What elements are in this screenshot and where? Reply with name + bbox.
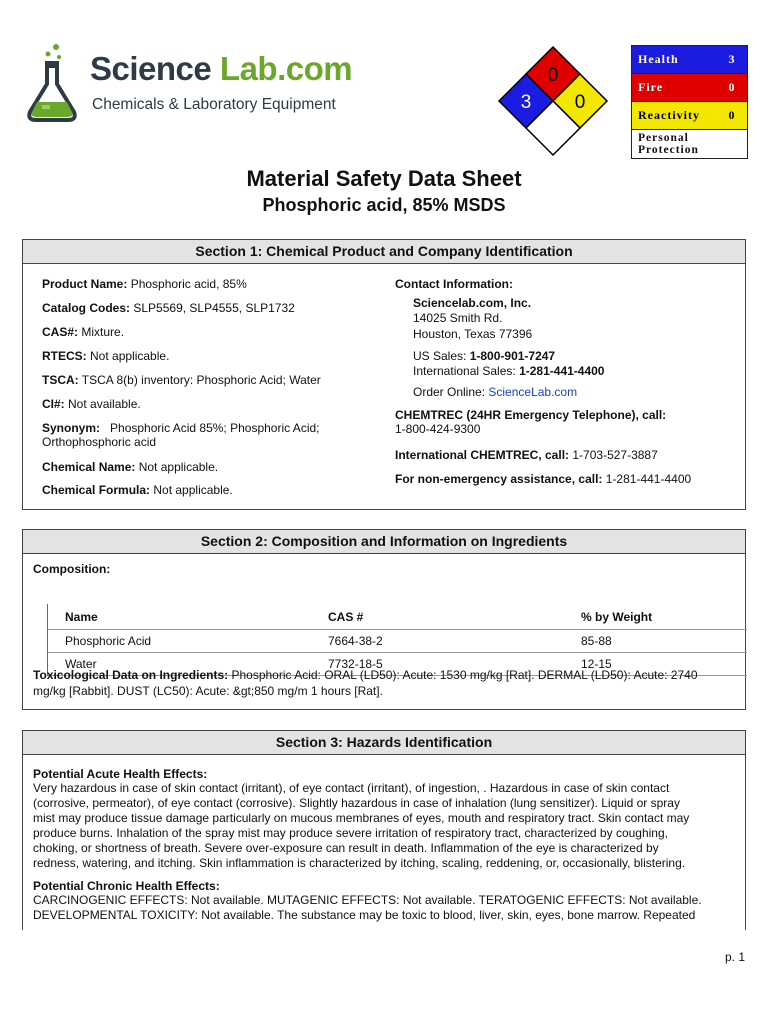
chemical-formula-field: [42, 483, 233, 497]
ingredient-name: Water: [65, 657, 97, 671]
us-sales-label: US Sales:: [413, 349, 467, 363]
non-emergency-label: For non-emergency assistance, call:: [395, 472, 603, 486]
intl-sales-phone: 1-281-441-4400: [519, 364, 605, 378]
field-value: Phosphoric Acid 85%; Phosphoric Acid;: [110, 421, 320, 435]
acute-line: produce burns. Inhalation of the spray mist may produce severe irritation of respiratory tract, characterized by coughing,: [33, 826, 668, 840]
company-name: Sciencelab.com, Inc.: [413, 296, 532, 310]
field-value: Phosphoric acid, 85%: [130, 277, 247, 291]
us-sales-phone: 1-800-901-7247: [469, 349, 556, 363]
document-title: Material Safety Data Sheet: [246, 166, 522, 191]
field-value: Not available.: [68, 397, 141, 411]
intl-chemtrec-phone: 1-703-527-3887: [572, 448, 658, 462]
us-sales: [413, 349, 555, 363]
order-online: [413, 385, 577, 399]
section-2: [22, 529, 746, 710]
logo-tagline: Chemicals & Laboratory Equipment: [92, 96, 336, 113]
nfpa-reactivity-value: 0: [574, 92, 586, 113]
document-subtitle: Phosphoric acid, 85% MSDS: [262, 195, 506, 215]
hmis-reactivity-value: 0: [728, 108, 736, 122]
chemtrec: [395, 408, 666, 436]
hmis-fire-value: 0: [728, 80, 736, 94]
hmis-ppe-line2: Protection: [638, 144, 699, 156]
field-label: CI#:: [42, 397, 65, 411]
section-1: [22, 239, 746, 510]
tox-label: Toxicological Data on Ingredients:: [33, 668, 229, 682]
section-3-heading: Section 3: Hazards Identification: [23, 731, 745, 755]
nfpa-diamond: [497, 45, 609, 157]
chemtrec-label: CHEMTREC (24HR Emergency Telephone), call:: [395, 408, 667, 422]
table-header-row: [47, 604, 747, 629]
hmis-fire-row: [632, 74, 747, 102]
hazard-rating-table: [631, 45, 748, 159]
logo-word-com: .com: [277, 50, 353, 87]
cas-field: [42, 325, 124, 339]
field-label: Product Name:: [42, 277, 128, 291]
acute-line: redness, watering, and itching. Skin inflammation is characterized by itching, scaling, reddening, or, occasionally, blistering.: [33, 856, 686, 870]
ci-field: [42, 397, 141, 411]
section-2-heading: Section 2: Composition and Information on Ingredients: [23, 530, 745, 554]
rtecs-field: [42, 349, 169, 363]
field-label: Chemical Formula:: [42, 483, 151, 497]
composition-label: Composition:: [33, 562, 111, 576]
acute-line: choking, or shortness of breath. Severe over-exposure can result in death. Inflammation of the eye is characterized by: [33, 841, 659, 855]
field-value-cont: Orthophosphoric acid: [42, 435, 157, 449]
hmis-reactivity-row: [632, 102, 747, 130]
column-header-weight: % by Weight: [581, 609, 653, 624]
acute-line: (corrosive, permeator), of eye contact (corrosive). Slightly hazardous in case of inhalation (lung sensitizer). Liquid or spray: [33, 796, 680, 810]
hmis-health-label: Health: [638, 52, 679, 66]
field-value: TSCA 8(b) inventory: Phosphoric Acid; Water: [81, 373, 321, 387]
composition-table: [47, 604, 747, 676]
hmis-ppe-line1: Personal: [638, 132, 689, 144]
ingredient-weight: 12-15: [581, 657, 612, 671]
intl-chemtrec-label: International CHEMTREC, call:: [395, 448, 570, 462]
logo-wordmark: [90, 50, 352, 88]
field-value: Not applicable.: [153, 483, 233, 497]
ingredient-cas: 7664-38-2: [328, 634, 383, 648]
non-emergency-phone: 1-281-441-4400: [605, 472, 692, 486]
field-label: Synonym:: [42, 421, 101, 435]
product-name-field: [42, 277, 247, 291]
field-label: Chemical Name:: [42, 460, 136, 474]
intl-sales: [413, 364, 604, 378]
nfpa-fire-value: 0: [547, 65, 559, 86]
chronic-line: DEVELOPMENTAL TOXICITY: Not available. The substance may be toxic to blood, liver, skin, eyes, bone marrow. Repeated: [33, 908, 696, 922]
field-value: Mixture.: [81, 325, 125, 339]
tsca-field: [42, 373, 321, 387]
nfpa-health-value: 3: [520, 92, 532, 113]
intl-sales-label: International Sales:: [413, 364, 516, 378]
field-label: TSCA:: [42, 373, 79, 387]
order-online-label: Order Online:: [413, 385, 486, 399]
column-header-cas: CAS #: [328, 609, 364, 624]
hmis-reactivity-label: Reactivity: [638, 108, 700, 122]
non-emergency: [395, 472, 691, 486]
field-value: SLP5569, SLP4555, SLP1732: [133, 301, 295, 315]
catalog-codes-field: [42, 301, 295, 315]
address-line-1: 14025 Smith Rd.: [413, 311, 503, 325]
toxicological-data: [33, 668, 745, 698]
flask-icon: [18, 40, 88, 130]
contact-label: Contact Information:: [395, 277, 513, 291]
field-label: CAS#:: [42, 325, 79, 339]
hmis-ppe-cell: [632, 130, 747, 158]
field-label: RTECS:: [42, 349, 87, 363]
tox-line-2: mg/kg [Rabbit]. DUST (LC50): Acute: &gt;850 mg/m 1 hours [Rat].: [33, 684, 383, 698]
chemtrec-phone: 1-800-424-9300: [395, 422, 481, 436]
sciencelab-logo: [18, 40, 353, 130]
chronic-line: CARCINOGENIC EFFECTS: Not available. MUTAGENIC EFFECTS: Not available. TERATOGENIC EFFECTS: Not available.: [33, 893, 702, 907]
hmis-fire-label: Fire: [638, 80, 664, 94]
hmis-health-row: [632, 46, 747, 74]
acute-line: Very hazardous in case of skin contact (irritant), of eye contact (irritant), of ingestion, . Hazardous in case of skin contact: [33, 781, 670, 795]
ingredient-cas: 7732-18-5: [328, 657, 383, 671]
intl-chemtrec: [395, 448, 658, 462]
section-3: [22, 730, 746, 930]
synonym-field: [42, 421, 320, 449]
ingredient-weight: 85-88: [581, 634, 612, 648]
acute-effects-label: Potential Acute Health Effects:: [33, 767, 208, 781]
acute-line: mist may produce tissue damage particularly on mucous membranes of eyes, mouth and respiratory tract. Skin contact may: [33, 811, 690, 825]
address-line-2: Houston, Texas 77396: [413, 327, 533, 341]
column-header-name: Name: [65, 609, 98, 624]
logo-word-lab: Lab: [219, 50, 278, 87]
field-value: Not applicable.: [138, 460, 219, 474]
section-1-heading: Section 1: Chemical Product and Company Identification: [23, 240, 745, 264]
field-value: Not applicable.: [90, 349, 170, 363]
logo-word-science: Science: [90, 50, 212, 87]
chronic-effects-text: [33, 893, 745, 923]
order-online-link[interactable]: ScienceLab.com: [488, 385, 578, 399]
page-number: p. 1: [724, 950, 745, 964]
chronic-effects-label: Potential Chronic Health Effects:: [33, 879, 220, 893]
section-3-body: [33, 767, 745, 923]
field-label: Catalog Codes:: [42, 301, 131, 315]
acute-effects-text: [33, 781, 745, 871]
ingredient-name: Phosphoric Acid: [65, 634, 152, 648]
chemical-name-field: [42, 460, 218, 474]
tox-line-1: Phosphoric Acid: ORAL (LD50): Acute: 1530 mg/kg [Rat]. DERMAL (LD50): Acute: 2740: [231, 668, 698, 682]
hmis-health-value: 3: [728, 52, 736, 66]
table-row: [47, 629, 747, 653]
